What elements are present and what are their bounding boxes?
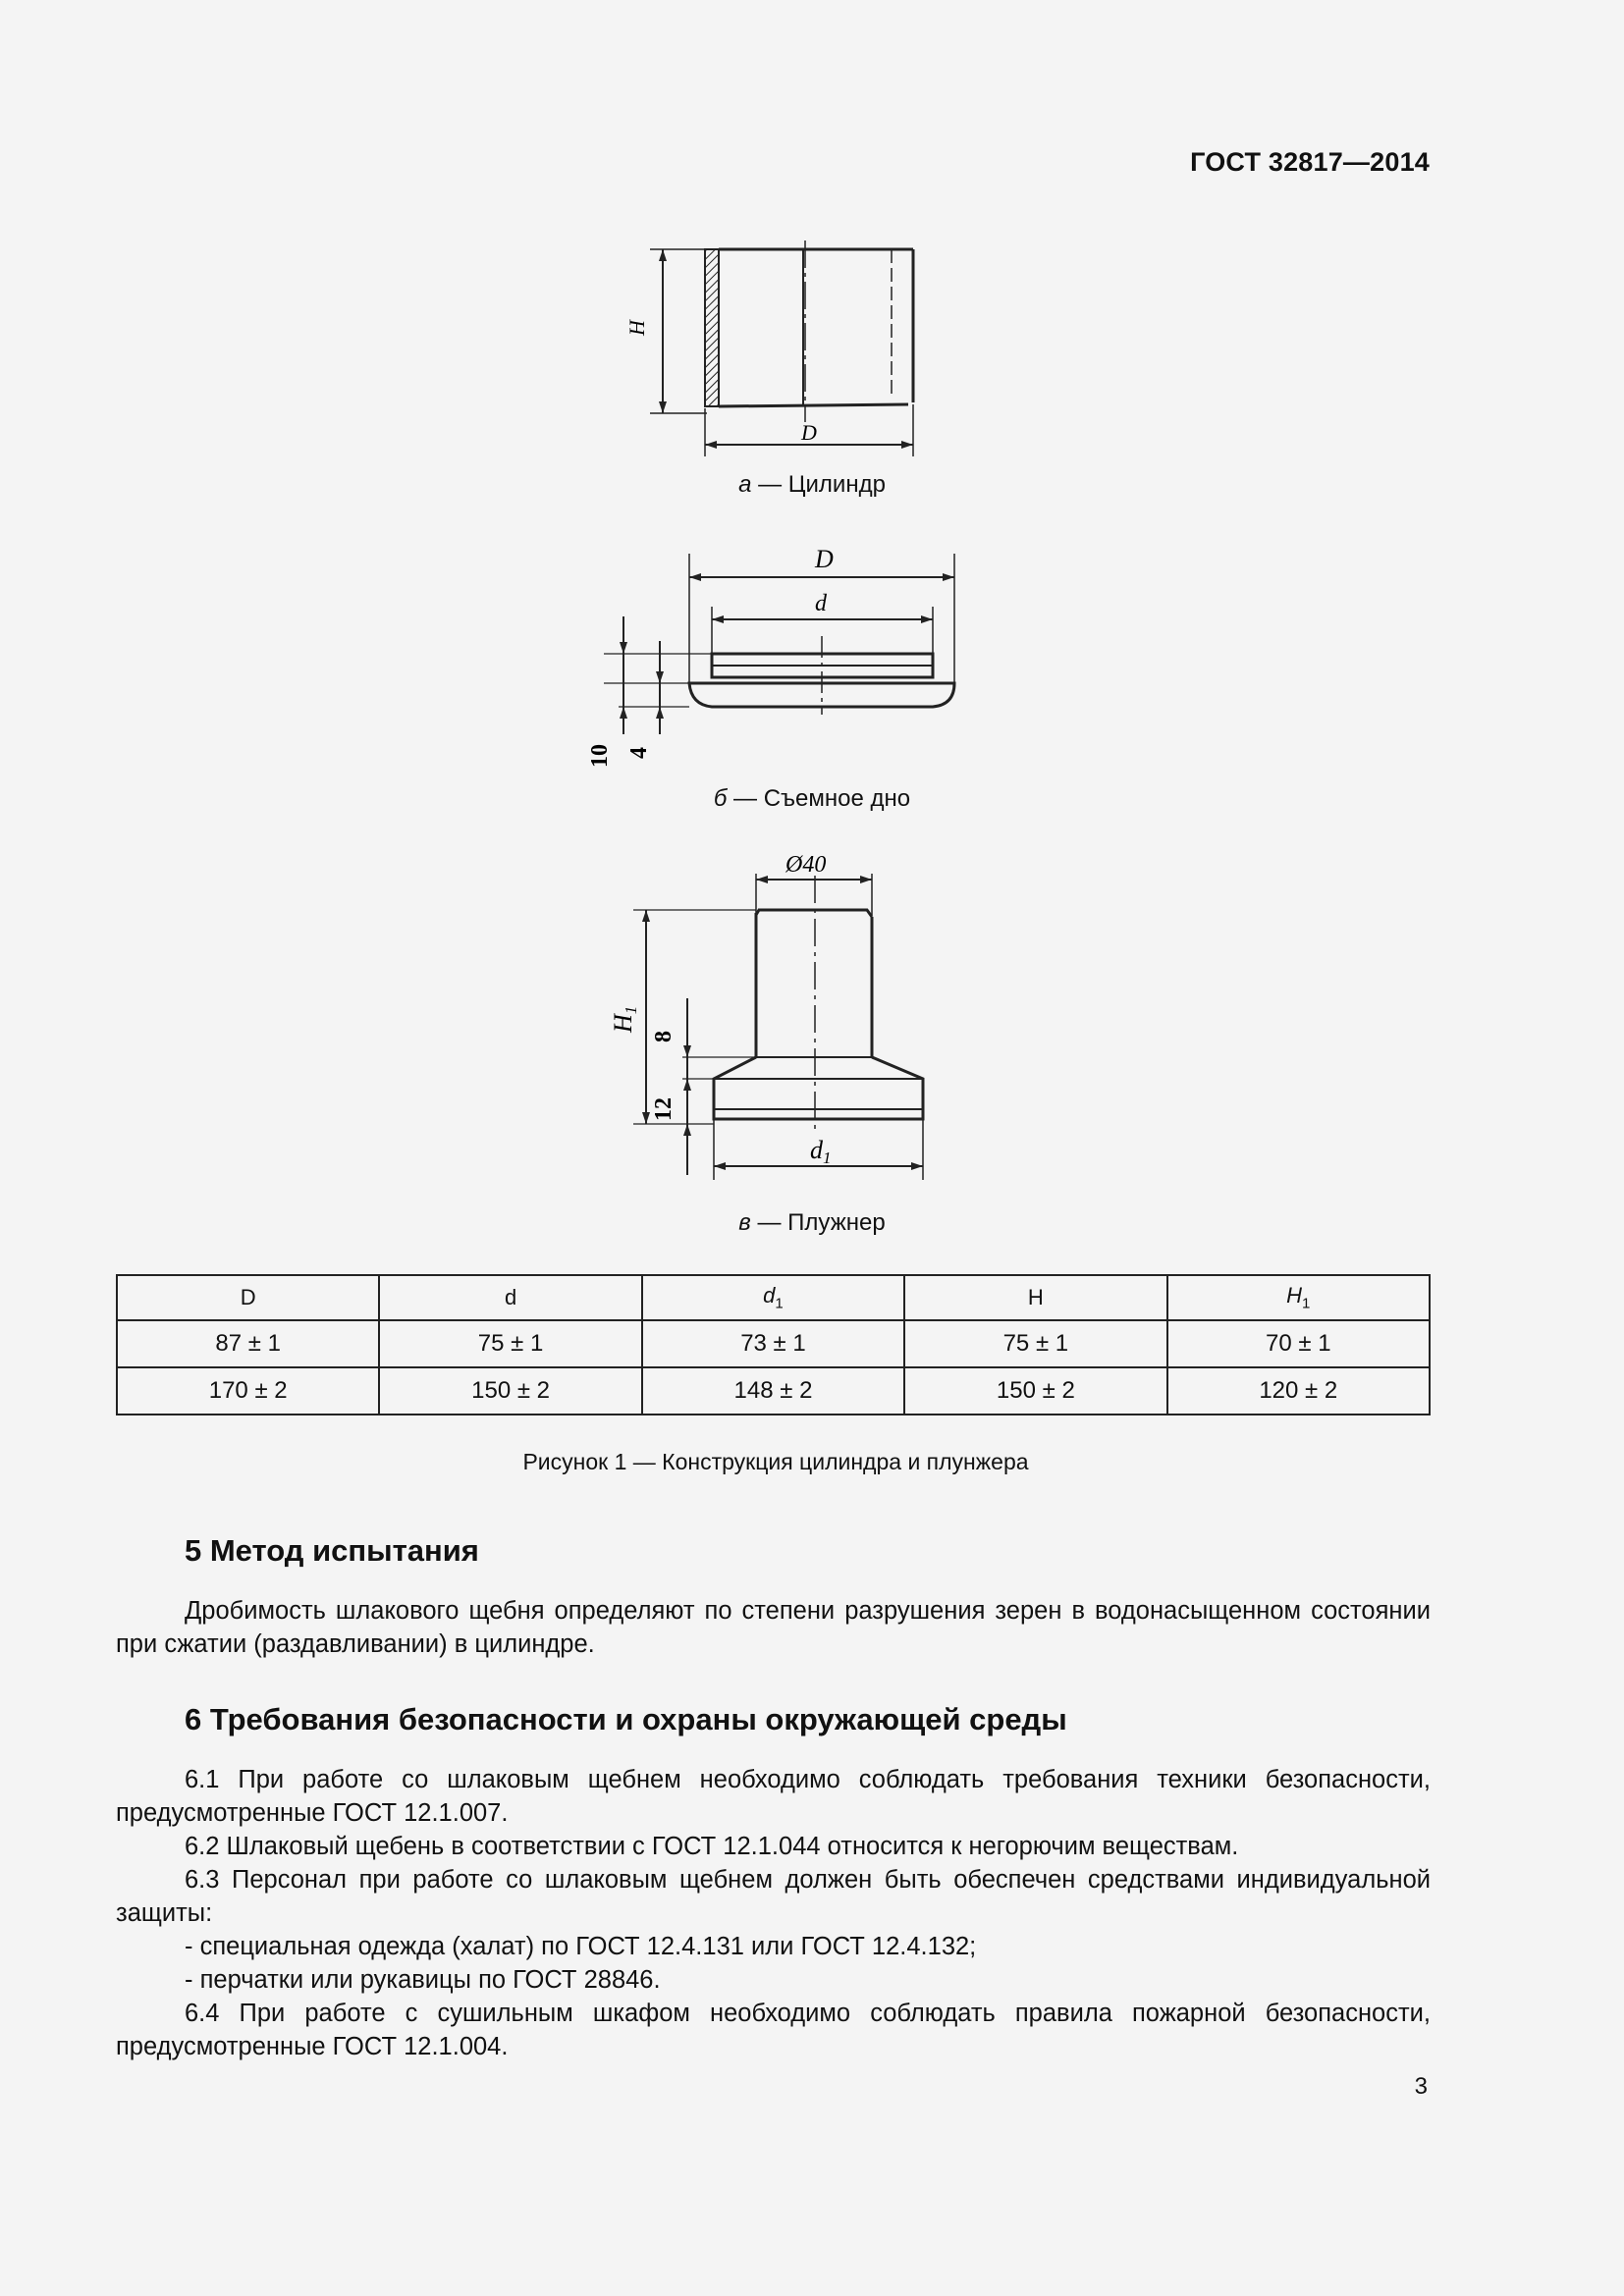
caption-plunger-letter: в	[738, 1209, 751, 1236]
bottom-dim-10-label: 10	[587, 744, 613, 768]
header-cell-D: D	[117, 1275, 379, 1320]
bottom-outer-diameter-label: D	[815, 545, 834, 573]
plunger-dim-12-label: 12	[651, 1097, 677, 1121]
document-header: ГОСТ 32817—2014	[1190, 147, 1430, 177]
table-cell: 75 ± 1	[904, 1320, 1166, 1367]
paragraph-6-1: 6.1 При работе со шлаковым щебнем необходимо соблюдать требования техники безопасности, предусмотренные ГОСТ 12.1.007.	[116, 1766, 1431, 1827]
cylinder-height-label: H	[624, 320, 649, 336]
caption-plunger	[0, 1209, 1624, 1237]
table-row	[117, 1320, 1430, 1367]
paragraph-6-3: 6.3 Персонал при работе со шлаковым щебнем должен быть обеспечен средствами индивидуальной защиты:	[116, 1866, 1431, 1927]
figure-plunger	[604, 846, 947, 1190]
plunger-height-label: H1	[609, 1005, 640, 1033]
table-cell: 150 ± 2	[379, 1367, 641, 1415]
table-row	[117, 1367, 1430, 1415]
table-cell: 75 ± 1	[379, 1320, 641, 1367]
paragraph-6-4: 6.4 При работе с сушильным шкафом необходимо соблюдать правила пожарной безопасности, предусмотренные ГОСТ 12.1.004.	[116, 2000, 1431, 2060]
removable-bottom-drawing	[579, 538, 972, 774]
figure-cylinder	[624, 236, 943, 461]
plunger-base-label: d1	[810, 1136, 832, 1167]
plunger-drawing	[604, 846, 947, 1190]
cylinder-drawing	[624, 236, 943, 461]
bottom-dim-4-label: 4	[626, 747, 652, 759]
header-cell-d: d	[379, 1275, 641, 1320]
caption-cylinder-letter: а	[738, 471, 752, 498]
cylinder-diameter-label: D	[801, 420, 817, 445]
caption-bottom-letter: б	[713, 785, 728, 812]
section-6-heading: 6 Требования безопасности и охраны окружающей среды	[185, 1702, 1067, 1736]
figure-removable-bottom	[579, 538, 972, 774]
plunger-diameter-label: Ø40	[785, 852, 827, 878]
table-cell: 148 ± 2	[642, 1367, 904, 1415]
page-number: 3	[1414, 2073, 1428, 2100]
table-cell: 170 ± 2	[117, 1367, 379, 1415]
dimensions-table	[116, 1274, 1431, 1415]
table-cell: 150 ± 2	[904, 1367, 1166, 1415]
table-cell: 70 ± 1	[1167, 1320, 1430, 1367]
caption-plunger-text: — Плужнер	[750, 1209, 886, 1236]
paragraph-6-2: 6.2 Шлаковый щебень в соответствии с ГОСТ 12.1.044 относится к негорючим веществам.	[185, 1833, 1239, 1860]
section-5-text: Дробимость шлакового щебня определяют по степени разрушения зерен в водонасыщенном состоянии при сжатии (раздавливании) в цилиндре.	[116, 1597, 1431, 1658]
table-header-row	[117, 1275, 1430, 1320]
caption-bottom-text: — Съемное дно	[727, 785, 911, 812]
bottom-inner-diameter-label: d	[815, 591, 827, 616]
plunger-dim-8-label: 8	[651, 1031, 677, 1042]
list-item-clothing: - специальная одежда (халат) по ГОСТ 12.4.131 или ГОСТ 12.4.132;	[185, 1933, 977, 1960]
section-5-heading: 5 Метод испытания	[185, 1533, 479, 1568]
header-cell-d1: $d_1$	[642, 1275, 904, 1320]
header-cell-H: H	[904, 1275, 1166, 1320]
caption-removable-bottom	[0, 785, 1624, 813]
caption-cylinder-text: — Цилиндр	[751, 471, 886, 498]
figure-title: Рисунок 1 — Конструкция цилиндра и плунжера	[522, 1449, 1029, 1474]
table-cell: 120 ± 2	[1167, 1367, 1430, 1415]
header-cell-H1: $H_1$	[1167, 1275, 1430, 1320]
table-cell: 73 ± 1	[642, 1320, 904, 1367]
list-item-gloves: - перчатки или рукавицы по ГОСТ 28846.	[185, 1966, 661, 1994]
table-cell: 87 ± 1	[117, 1320, 379, 1367]
caption-cylinder	[0, 471, 1624, 499]
